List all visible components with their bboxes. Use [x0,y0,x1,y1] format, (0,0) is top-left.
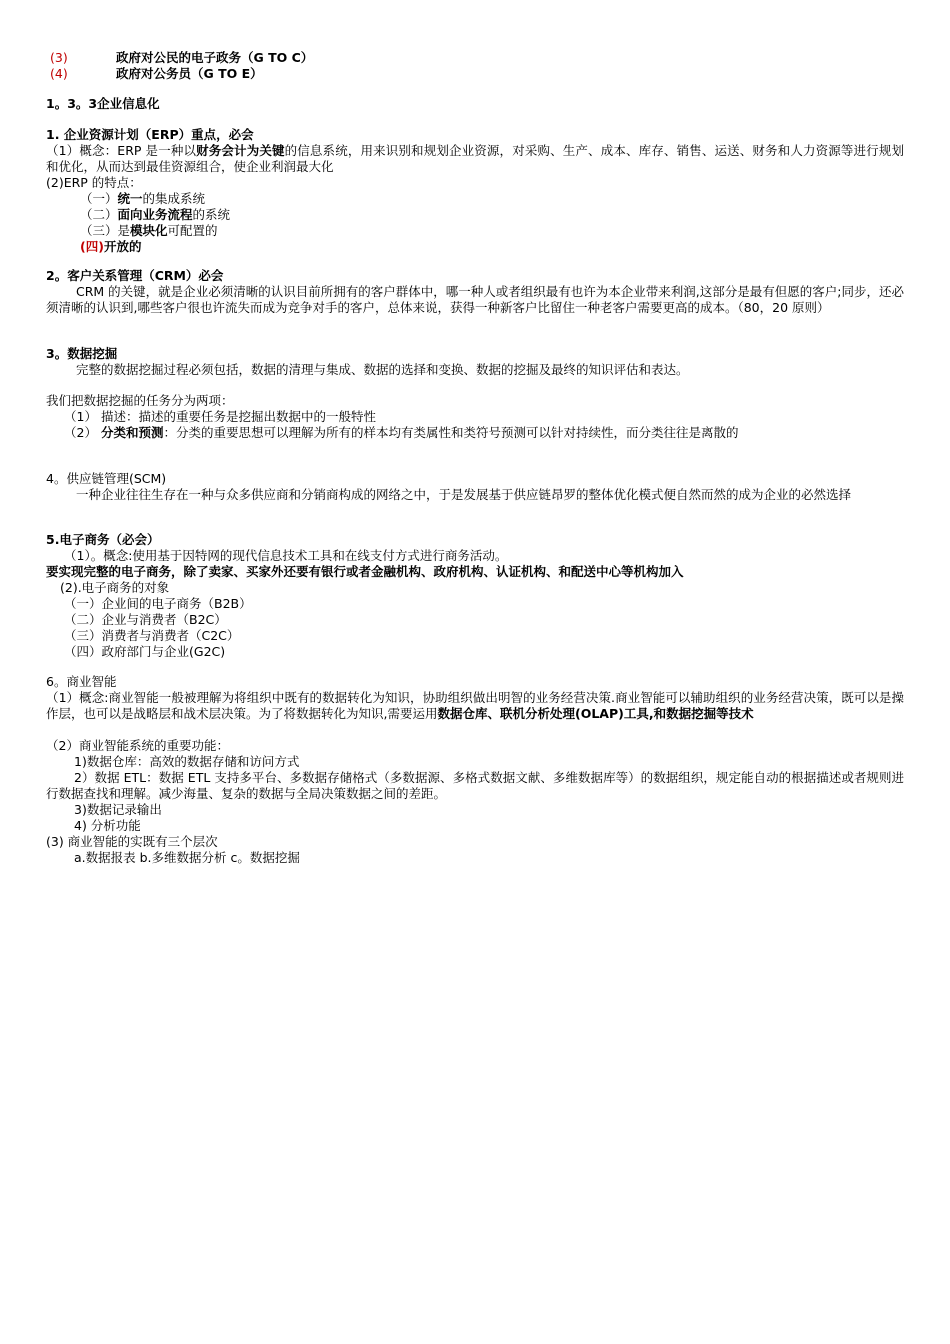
erp-feature-1 [80,191,205,207]
scm-heading: 4。供应链管理(SCM) [46,471,167,486]
erp-feature-4 [80,239,141,255]
bi-heading: 6。商业智能 [46,674,117,689]
task-bold: 分类和预测 [100,425,164,440]
ec-bold-line: 要实现完整的电子商务，除了卖家、买家外还要有银行或者金融机构、政府机构、认证机构、和配送中心等机构加入 [46,564,684,579]
ec-object-g2c: （四）政府部门与企业(G2C) [64,644,226,659]
item-text: 政府对公民的电子政务（G TO C） [116,50,314,65]
gov-item-3 [50,50,313,66]
bi-functions-label: （2）商业智能系统的重要功能： [46,738,229,753]
dm-task-1 [64,409,376,425]
erp-feature-2 [80,207,230,223]
feature-number: （一） [80,191,118,206]
feature-bold: 面向业务流程 [117,207,193,222]
gov-item-4 [50,66,263,82]
bi-levels: a.数据报表 b.多维数据分析 c。数据挖掘 [74,850,300,865]
dm-tasks-intro: 我们把数据挖掘的任务分为两项： [46,393,234,408]
feature-number: （三） [80,223,118,238]
section-heading-133: 1。3。3企业信息化 [46,96,160,111]
item-text: 政府对公务员（G TO E） [116,66,263,81]
feature-bold: 开放的 [103,239,142,254]
item-number: (4) [50,66,68,81]
task-text: 描述：描述的重要任务是挖掘出数据中的一般特性 [100,409,376,424]
erp-concept-bold: 财务会计为关键 [196,143,285,158]
crm-heading: 2。客户关系管理（CRM）必会 [46,268,224,283]
erp-concept [46,143,904,175]
feature-pre: 是 [117,223,131,238]
feature-bold: 统一 [117,191,143,206]
scm-body: 一种企业往往生存在一种与众多供应商和分销商构成的网络之中，于是发展基于供应链昂罗的整体优化模式便自然而然的成为企业的必然选择 [76,487,852,502]
feature-bold: 模块化 [130,223,168,238]
dm-heading: 3。数据挖掘 [46,346,118,361]
bi-function-4: 4) 分析功能 [74,818,141,833]
item-number: (3) [50,50,68,65]
task-number: （2） [64,425,97,440]
ec-concept: （1）。概念:使用基于因特网的现代信息技术工具和在线支付方式进行商务活动。 [64,548,508,563]
bi-function-3: 3)数据记录输出 [74,802,162,817]
erp-concept-post: 的信息系统，用来识别和规划企业资源，对采购、生产、成本、库存、销售、运送、财务和人力资源等进行规划和优化，从而达到最佳资源组合，使企业利润最大化 [46,143,904,174]
bi-function-1: 1)数据仓库：高效的数据存储和访问方式 [74,754,300,769]
bi-levels-label: (3) 商业智能的实既有三个层次 [46,834,218,849]
dm-body: 完整的数据挖掘过程必须包括，数据的清理与集成、数据的选择和变换、数据的挖掘及最终的知识评估和表达。 [76,362,689,377]
erp-features-label: (2)ERP 的特点： [46,175,142,190]
crm-body: CRM 的关键，就是企业必须清晰的认识目前所拥有的客户群体中，哪一种人或者组织最有也许为本企业带来利润,这部分是最有但愿的客户;同步，还必须清晰的认识到,哪些客户很也许流失而成为竞争对手的客户，总体来说，获得一种新客户比留住一种老客户需要更高的成本。（80，20 原则） [46,284,904,315]
ec-objects-label: (2).电子商务的对象 [60,580,170,595]
feature-text: 的系统 [192,207,231,222]
ec-object-b2c: （二）企业与消费者（B2C） [64,612,227,627]
ec-object-c2c: （三）消费者与消费者（C2C） [64,628,240,643]
task-text: ：分类的重要思想可以理解为所有的样本均有类属性和类符号预测可以针对持续性，而分类往往是离散的 [163,425,739,440]
feature-number: (四) [80,239,104,254]
feature-number: （二） [80,207,118,222]
dm-task-2 [46,425,904,441]
erp-concept-pre: （1）概念：ERP 是一种以 [46,143,197,158]
bi-function-2: 2）数据 ETL：数据 ETL 支持多平台、多数据存储格式（多数据源、多格式数据文献、多维数据库等）的数据组织，规定能自动的根据描述或者规则进行数据查找和理解。减少海量、复杂的数据与全局决策数据之间的差距。 [46,770,904,801]
task-number: （1） [64,409,97,424]
ec-object-b2b: （一）企业间的电子商务（B2B） [64,596,252,611]
feature-text: 可配置的 [167,223,218,238]
erp-feature-3 [80,223,218,239]
bi-concept [46,690,904,722]
feature-text: 的集成系统 [142,191,206,206]
erp-heading: 1. 企业资源计划（ERP）重点，必会 [46,127,254,142]
bi-concept-pre: （1）概念:商业智能一般被理解为将组织中既有的数据转化为知识，协助组织做出明智的业务经营决策.商业智能可以辅助组织的业务经营决策，既可以是操作层，也可以是战略层和战术层决策。为了将数据转化为知识,需要运用 [46,690,904,721]
bi-concept-bold: 数据仓库、联机分析处理(OLAP)工具,和数据挖掘等技术 [437,706,754,721]
ec-heading: 5.电子商务（必会） [46,532,160,547]
